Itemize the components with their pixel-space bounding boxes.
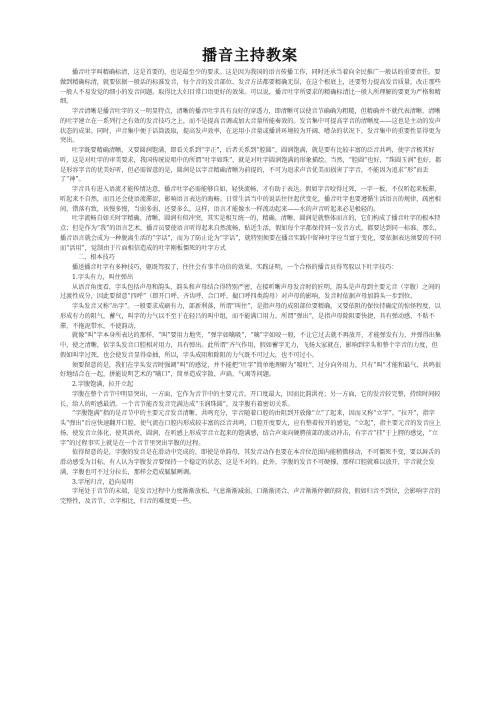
- paragraph: 播音吐字叫精确标清，这是首要的，也是最至少的要求。这是因为我国的语言传播工作，同时还承当着向全民推广一般话的重要责任。要做到精确标清，就要依据一般话的标准发音，每个音的发音部位、发音方法都要精确无误，在这个根底上，还要努力提高发音质量，改正那些一般人不易发觉的细小的发音问题。取得比大妇目常口语更好的效果。可以说，播音吐字所要求的精确标清比一般人所理解的要更为严格和精细。: [60, 69, 441, 106]
- subheading: 1.字头有力，叫住弹出: [72, 273, 134, 281]
- subheading: 2.字腹饱满，拉开立起: [72, 381, 134, 388]
- paragraph: 从语音角度看，字头包括声母和韵头，韵头和声母结合得特别严密，在接听晰声母发音时的匠明，韵头是声母到主要元音（字腹）之间的过渡性成分，因此要留意“四呼”（即开口呼、齐齿呼、合口呼、撮口呼四类韵母）对声母的影响，发音时依据声母加韵头一步到位。: [60, 283, 441, 301]
- paragraph: 播送播音吐字有多种技巧，躯既驾驭了，往往会有事半功倍的效果，实践证明，一个合格的播音员得驾驭以下吐字技巧：: [72, 264, 398, 271]
- paragraph: “字腹饱满”指的是音节中的主要元音发音清晰、共鸣充分，字音随着口腔的由阻到开放像“立”了起来，因而又称“立字”。“拉开”，指字头“弹出”后应快速翻开口腔，使气流在口腔内形成较丰富的泛音共鸣，口腔开度要大，应有整着按开的感觉，“立起”，指主要元音的发音应上扬，使发音立体化，使其洪亮、圆润，在听感上形成字音立起来的饱满感，结合声束向硬腭前部的流动冲击，有字音“挂”于上腭的感觉，“立字”的过程事实上就是在一个音节里突出字腹的过程。: [60, 410, 442, 447]
- paragraph: 就像“叫”字本身所表达的那样，“叫”要用力地夹，“弹字如噙吸”，“噙”字如咬一般，不让它过去就不再放开，才能弹发有力，并弹得出集中，使之清晰，依字头发音口腔相对用力，具有弹出。此所谓“齐气作用，假如蓄字无力，飞扬大家就在，影响到字头和整个字音的力度，但假如叫字过死，也会使发音显得牵抽，所以，字头成阻和除阻的力气既不可过大，也不可过小。: [60, 332, 441, 359]
- paragraph: 字音清晰是播音吐字的又一明显特点，清晰的播音吐字具有良好的穿透力，即清晰可以使音节确确为粗糙，但精确并不就代表清晰，清晰的吐字建立在一系列行之有效的发音技巧之上，而不是提高音调或加大音量所能奏效的。发音集中可提高字音的清晰度——这也是主动的发声状态的成果。同时，声音集中便于话筒汲取，提高发声效率，在运用小音量或播讲环境较为开阔、嘈杂的状况下，发音集中的重要性显得更为突出。: [60, 108, 441, 145]
- paragraph: 吐字流畅自如关时字精确、清晰、圆润有似冲突，其实是相互统一的，精确、清晰、圆润是就整体而言的，它们构成了播音吐字的根本特点；但是作为“我”的语言艺术，播音员要使语言听得起来自然流畅，贴近生活，假如每个字都保持同一发音方式，都要达到同一标准，那么，播音语言就会成为一种脱离生活的“字话”，而为了防止论为“字话”，就特别须要在播音实践中留神吐字应当富于变化，要依据表达须要的不同而“活用”，觉制由于片面相信造成的吐字刚板僵死的吐字方式: [60, 215, 442, 252]
- paragraph: 字音具有进入语流才能传情达意，播音吐字必需能够自如，轻快流畅，才有助于表达。假如字音咬得过死，一字一板，不仅听起来板滞，听起来不自然，而且还会使语流滞涩，影响语言表达的晦畅。日常生活当中的说话往往起伏变化，播音吐字也要遵循生活语言的规律，疏密相间，错落有致，该慢多慢，当弱多弱，还要多么，这样，语言才能像水一样流动起来——水的声音听起来必是极轻的。: [60, 186, 441, 213]
- paragraph: 字尾处于音节的末端，是发音过程中力度渐渐放松、气息渐渐减弱，口渐渐闭合、声音渐渐停顿的阶段，假如归音不到位，会影响字音的完整性，及音节、立字相比，归音的难度更一些。: [60, 488, 441, 505]
- paragraph: 须要留意的是，我们在字头发音时强调“叫”的感觉，并不能把“吐字”简单地理解为“喷吐”，过分向外用力，只有“叫”才能和最气、共鸣很好地结合在一起，拼能说明艺术的“噙口”，简单造成字散、声扁，气竭等问题。: [60, 361, 441, 379]
- paragraph: 字腹在整个音节中明显突出，一方面，它作为音节中的主要元音，开口度最大，因而比韵洪亮；另一方面，它的发音较完整，持续时间较长，给人的听感最清。一个音节能否发音完满达成“玉润珠圆”，及字腹有着密切关系。: [60, 390, 441, 408]
- subheading: 3.字尾归音，趋向易明: [72, 478, 134, 486]
- document-body: [60, 68, 442, 507]
- paragraph: 值得留意的是，字腹的发音是在滑动中完成的，即使是单韵母，其发音动作也要在本音位范围内能稍微移动，不可僵死不变，要以唇舌的滑动感受为目标，有人认为字腹发音要保持一个稳定的状态，这是不对的。此外，字腹的发音不可硬撑，那样口腔就难以放开，字音就会发满，字腹也可不过分拉长，那样会造成腻腻咧调。: [60, 449, 441, 476]
- section-heading: 二、根本技巧: [78, 254, 115, 262]
- paragraph: 吐字既要精确清晰，又要圆润饱满，即看关系到“字正”，后者关系到“腔圆”，圆润饱满，就是要有比较丰富的泛音共鸣，使字音极其好听，这是对吐字的审美要求，我国传统说唱中的所谓“吐字如珠”，就是对吐字圆润饱满的形象描绘。当然，“腔圆”也好，“珠圆玉润”也好，都是形容字音的优美好听，但必需留意的是，圆润是以字音精确清晰为前提的，不可为追求声音优美而损害了字音，不能因为追求“形”而丢了“神”。: [60, 147, 442, 184]
- paragraph: 字头发音又称“出字”。一般要求成刷有力，部新利落，所谓“叫住”，是指声母的成阻部位要精确，又要依阻的保位持确定的惊怪程度，以形成有力的阻气，蓄气，叫字的力气以不至于在轻吕的叫中组，而不能满口用力。所谓“弹出”，是指声母除阻要快捷，具有弹动感，不粘不滞，不拖泥带水，不使韵动，: [60, 303, 441, 330]
- document-title: 播音主持教案: [201, 46, 298, 64]
